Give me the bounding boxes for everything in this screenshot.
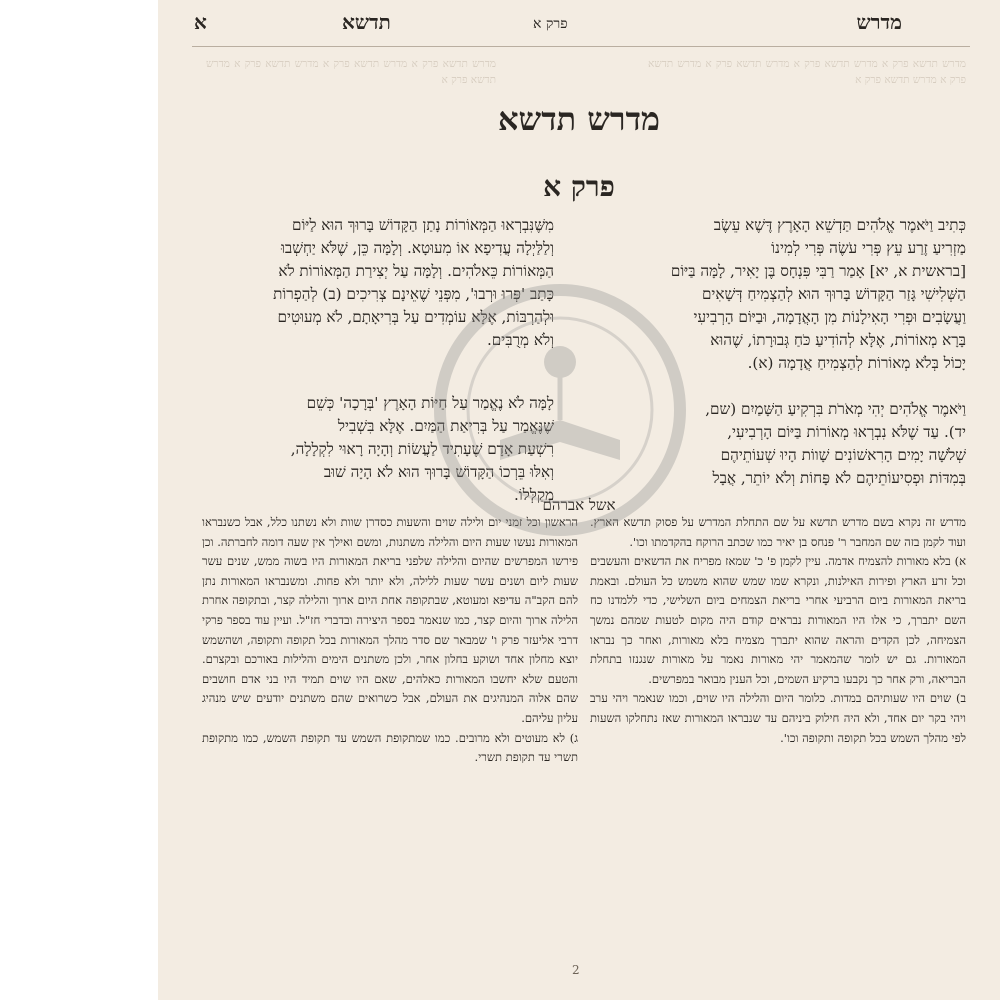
page-title: מדרש תדשא bbox=[498, 100, 660, 138]
chapter-heading: פרק א bbox=[543, 170, 615, 203]
bleed-through-text-left: מדרש תדשא פרק א מדרש תדשא פרק א מדרש תדשא פרק א מדרש תדשא פרק א bbox=[206, 58, 496, 86]
bleed-through-text-right: מדרש תדשא פרק א מדרש תדשא פרק א מדרש תדשא פרק א מדרש תדשא פרק א מדרש תדשא פרק א bbox=[648, 58, 966, 86]
header-rule bbox=[192, 46, 970, 47]
running-head-chapter: פרק א bbox=[533, 16, 568, 32]
running-head-number: א bbox=[194, 10, 207, 34]
commentary-right-column: מדרש זה נקרא בשם מדרש תדשא על שם התחלת המדרש על פסוק תדשא הארץ. ועוד לקמן בזה שם המחבר ר' פנחס בן יאיר כמו שכתב הרוקח בהקדמתו וכו'. א) בלא מאורות להצמיח אדמה. עיין לקמן פ' כ' שמאז מפריח את הדשאים והעשבים וכל זרע הארץ ופירות האילנות, ונקרא שמו שמש שהוא משמש כל העולם. ובאמת בריאת המאורות ביום הרביעי אחרי בריאת הצמחים ביום השלישי, כדי ללמדנו כח השם יתברך, כי אלו היו המאורות נבראים קודם היה מקום לטעות שמהם נמשך הצמיחה, לכן הקדים והראה שהוא יתברך מצמיח בלא מאורות, ואחר כך נבראו המאורות. גם יש לומר שהמאמר יהי מאורות נאמר על מאורות שנגנזו בתחלת הבריאה, ורק אחר כך נקבעו ברקיע השמים, וכל הענין מבואר במפרשים. ב) שוים היו שעותיהם במדות. כלומר היום והלילה היו שוים, וכמו שנאמר ויהי ערב ויהי בקר יום אחד, ולא היה חילוק ביניהם עד שנבראו המאורות שאז נתחלקו השעות לפי מהלך השמש בכל תקופה ותקופה וכו'. bbox=[590, 515, 966, 745]
page-number: 2 bbox=[572, 963, 580, 977]
main-text-left-column-2: לָמָּה לֹא נֶאֱמַר עַל חַיּוֹת הָאָרֶץ 'בְּרָכָה' כְּשֵׁם שֶׁנֶּאֱמַר עַל בְּרִיאַת הַמַּיִם. אֶלָּא בִּשְׁבִיל רִשְׁעַת אָדָם שֶׁעָתִיד לַעֲשׂוֹת וְהָיָה רָאוּי לִקְלָלָה, וְאִלּוּ בֵּרְכוֹ הַקָּדוֹשׁ בָּרוּךְ הוּא לֹא הָיָה שׁוּב מְקַלְּלוֹ. bbox=[290, 394, 554, 504]
main-text-left-column: מִשֶּׁנִּבְרְאוּ הַמְּאוֹרוֹת נָתַן הַקָּדוֹשׁ בָּרוּךְ הוּא לַיּוֹם וְלַלַּיְלָה עֲדִיפָא אוֹ מִעוּטָא. וְלָמָּה כֵּן, שֶׁלֹּא יַחְשְׁבוּ הַמְּאוֹרוֹת כֵּאלֹהִים. וְלָמָּה עַל יְצִירַת הַמְּאוֹרוֹת לֹא כָּתַב 'פְּרוּ וּרְבוּ', מִפְּנֵי שֶׁאֵינָם צְרִיכִים (ב) לְהַפְרוֹת וּלְהַרְבּוֹת, אֶלָּא עוֹמְדִים עַל בְּרִיאָתָם, לֹא מְעוּטִים וְלֹא מְרֻבִּים. bbox=[273, 216, 554, 349]
main-text-right-column: כְּתִיב וַיֹּאמֶר אֱלֹהִים תַּדְשֵׁא הָאָרֶץ דֶּשֶׁא עֵשֶׂב מַזְרִיעַ זֶרַע עֵץ פְּרִי עֹשֶׂה פְּרִי לְמִינוֹ [בראשית א, יא] אָמַר רַבִּי פִּנְחָס בֶּן יָאִיר, לָמָּה בַּיּוֹם הַשְּׁלִישִׁי גָּזַר הַקָּדוֹשׁ בָּרוּךְ הוּא לְהַצְמִיחַ דְּשָׁאִים וַעֲשָׂבִים וּפְרִי הָאִילָנוֹת מִן הָאֲדָמָה, וּבַיּוֹם הָרְבִיעִי בָּרָא מְאוֹרוֹת, אֶלָּא לְהוֹדִיעַ כֹּחַ גְּבוּרָתוֹ, שֶׁהוּא יָכוֹל בְּלֹא מְאוֹרוֹת לְהַצְמִיחַ אֲדָמָה (א). וַיֹּאמֶר אֱלֹהִים יְהִי מְאֹרֹת בִּרְקִיעַ הַשָּׁמַיִם (שם, יד). עַד שֶׁלֹּא נִבְרְאוּ מְאוֹרוֹת בַּיּוֹם הָרְבִיעִי, שְׁלֹשָׁה יָמִים הָרִאשׁוֹנִים שָׁווֹת הָיוּ שְׁעוֹתֵיהֶם בְּמִדּוֹת וּפְסִיעוֹתֵיהֶם לֹא פָּחוֹת וְלֹא יוֹתֵר, אֲבָל bbox=[670, 216, 966, 487]
commentary-left-column: הראשון וכל זמני יום ולילה שוים והשעות כסדרן שוות ולא נשתנו כלל, אבל כשנבראו המאורות נעשו שעות היום והלילה משתנות, ומשם ואילך אין שעה דומה לחברתה. וכן פירשו המפרשים שהיום והלילה שלפני בריאת המאורות היו בשוה ממש, שנים עשר שעות ליום ושנים עשר שעות ללילה, ולא יותר ולא פחות. ומשנבראו המאורות נתן להם הקב"ה עדיפא ומעוטא, שבתקופה אחת היום ארוך והלילה קצר, ובתקופה אחרת הלילה ארוך והיום קצר, כמו שנאמר בספר היצירה ובדברי חז"ל. ועיין עוד בספר פרקי דרבי אליעזר פרק ו' שמבאר שם סדר מהלך המאורות בכל תקופה ותקופה, ושהשמש יוצא מחלון אחד ושוקע בחלון אחר, ולכן משתנים הימים והלילות באורכם ובקצרם. והטעם שלא יחשבו המאורות כאלהים, שאם היו שוים תמיד היו בני אדם חושבים שהם אלוה המנהיגים את העולם, אבל כשרואים שהם משתנים יודעים שיש מנהיג עליון עליהם. ג) לא מעוטים ולא מרובים. כמו שמתקופת השמש עד תקופת השמש, כמו מתקופת תשרי עד תקופת תשרי. bbox=[202, 515, 578, 765]
commentary-heading: אשל אברהם bbox=[542, 496, 616, 514]
running-head-title: תדשא bbox=[342, 10, 391, 34]
book-page bbox=[158, 0, 1000, 1000]
running-head-right: מדרש bbox=[856, 10, 902, 34]
